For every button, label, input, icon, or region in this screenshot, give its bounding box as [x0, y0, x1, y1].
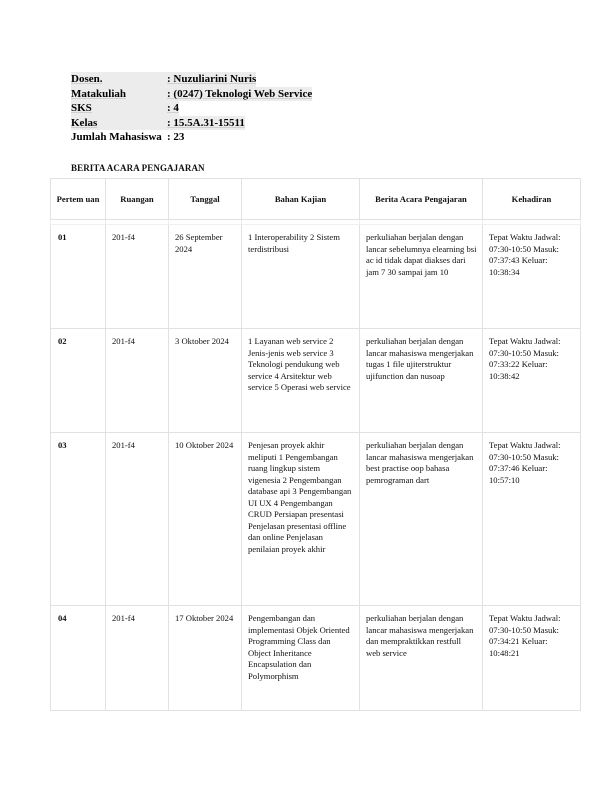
info-value: : 23 — [167, 131, 185, 143]
cell-attendance: Tepat Waktu Jadwal: 07:30-10:50 Masuk: 07:37:43 Keluar: 10:38:34 — [483, 225, 581, 329]
section-title: BERITA ACARA PENGAJARAN — [71, 163, 205, 173]
table-row — [51, 433, 581, 606]
cell-report: perkuliahan berjalan dengan lancar mahasiswa mengerjakan best practise oop bahasa pemrograman dart — [360, 433, 483, 606]
info-label: Dosen. — [71, 72, 167, 87]
info-label: Kelas — [71, 116, 167, 131]
course-info — [71, 72, 312, 145]
cell-date: 26 September 2024 — [169, 225, 242, 329]
info-label: Jumlah Mahasiswa — [71, 131, 162, 143]
column-header-bahan-kajian: Bahan Kajian — [242, 179, 360, 220]
cell-report: perkuliahan berjalan dengan lancar mahasiswa mengerjakan tugas 1 file ujiterstruktur ujifunction dan nusoap — [360, 329, 483, 433]
table-header-row — [51, 179, 581, 220]
cell-report: perkuliahan berjalan dengan lancar mahasiswa mengerjakan dan mempraktikkan restfull web service — [360, 606, 483, 711]
cell-topic: 1 Interoperability 2 Sistem terdistribusi — [242, 225, 360, 329]
teaching-report-table — [50, 178, 581, 711]
cell-topic: Pengembangan dan implementasi Objek Oriented Programming Class dan Object Inheritance Encapsulation dan Polymorphism — [242, 606, 360, 711]
column-header-ruangan: Ruangan — [106, 179, 169, 220]
cell-date: 3 Oktober 2024 — [169, 329, 242, 433]
table-row — [51, 329, 581, 433]
info-row-kelas — [71, 116, 312, 131]
column-header-kehadiran: Kehadiran — [483, 179, 581, 220]
column-header-berita-acara: Berita Acara Pengajaran — [360, 179, 483, 220]
cell-attendance: Tepat Waktu Jadwal: 07:30-10:50 Masuk: 07:34:21 Keluar: 10:48:21 — [483, 606, 581, 711]
info-value: : Nuzuliarini Nuris — [167, 73, 257, 85]
cell-meeting-number: 03 — [51, 433, 106, 606]
cell-room: 201-f4 — [106, 329, 169, 433]
info-label: SKS — [71, 101, 167, 116]
info-value: : 4 — [167, 102, 179, 114]
cell-room: 201-f4 — [106, 433, 169, 606]
cell-topic: Penjesan proyek akhir meliputi 1 Pengembangan ruang lingkup sistem vigenesia 2 Pengembangan database api 3 Pengembangan UI UX 4 Pengembangan CRUD Persiapan presentasi Penjelasan presentasi offline dan online Penjelasan penilaian proyek akhir — [242, 433, 360, 606]
info-value: : (0247) Teknologi Web Service — [167, 87, 313, 100]
cell-date: 17 Oktober 2024 — [169, 606, 242, 711]
info-label: Matakuliah — [71, 87, 167, 102]
cell-meeting-number: 04 — [51, 606, 106, 711]
table-row — [51, 606, 581, 711]
cell-attendance: Tepat Waktu Jadwal: 07:30-10:50 Masuk: 07:33:22 Keluar: 10:38:42 — [483, 329, 581, 433]
info-row-matakuliah — [71, 87, 312, 102]
info-value: : 15.5A.31-15511 — [167, 116, 245, 129]
cell-attendance: Tepat Waktu Jadwal: 07:30-10:50 Masuk: 07:37:46 Keluar: 10:57:10 — [483, 433, 581, 606]
table-row — [51, 225, 581, 329]
cell-report: perkuliahan berjalan dengan lancar sebelumnya elearning bsi ac id tidak dapat diakses dari jam 7 30 sampai jam 10 — [360, 225, 483, 329]
info-row-sks — [71, 101, 312, 116]
cell-room: 201-f4 — [106, 225, 169, 329]
cell-meeting-number: 01 — [51, 225, 106, 329]
cell-date: 10 Oktober 2024 — [169, 433, 242, 606]
info-row-dosen — [71, 72, 312, 87]
cell-topic: 1 Layanan web service 2 Jenis-jenis web service 3 Teknologi pendukung web service 4 Arsitektur web service 5 Operasi web service — [242, 329, 360, 433]
column-header-pertemuan: Pertem uan — [51, 179, 106, 220]
cell-meeting-number: 02 — [51, 329, 106, 433]
cell-room: 201-f4 — [106, 606, 169, 711]
info-row-jumlah-mahasiswa — [71, 130, 312, 145]
column-header-tanggal: Tanggal — [169, 179, 242, 220]
